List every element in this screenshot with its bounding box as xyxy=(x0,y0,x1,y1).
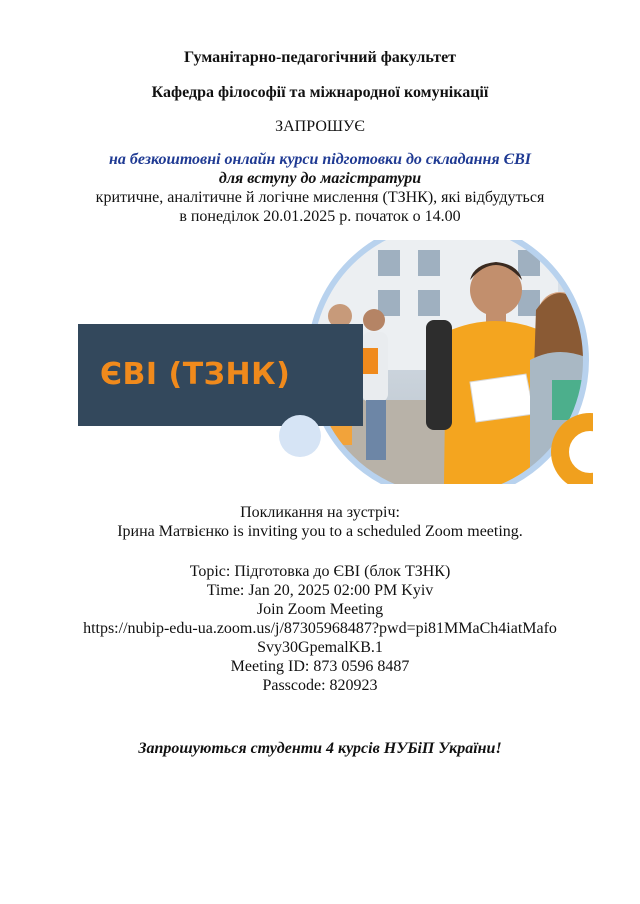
zoom-inviting-text: Ірина Матвієнко is inviting you to a scheduled Zoom meeting. xyxy=(117,523,523,540)
department-heading: Кафедра філософії та міжнародної комунікації xyxy=(151,84,489,101)
course-title-line-2: для вступу до магістратури xyxy=(218,170,422,187)
join-zoom-label: Join Zoom Meeting xyxy=(256,601,384,618)
meeting-topic: Topic: Підготовка до ЄВІ (блок ТЗНК) xyxy=(189,563,451,580)
invites-heading: ЗАПРОШУЄ xyxy=(275,118,365,135)
zoom-link-line-1[interactable]: https://nubip-edu-ua.zoom.us/j/87305968487?pwd=pi81MMaCh4iatMafo xyxy=(83,620,557,637)
footer-note: Запрошуються студенти 4 курсів НУБіП України! xyxy=(138,740,502,757)
course-description: критичне, аналітичне й логічне мислення (ТЗНК), які відбудуться xyxy=(95,189,545,206)
orange-ring-decoration xyxy=(560,422,593,482)
meeting-passcode: Passcode: 820923 xyxy=(262,677,378,694)
meeting-id: Meeting ID: 873 0596 8487 xyxy=(230,658,410,675)
banner-title: ЄВІ (ТЗНК) xyxy=(100,357,291,392)
course-date: в понеділок 20.01.2025 р. початок о 14.00 xyxy=(179,208,461,225)
zoom-link-line-2[interactable]: Svy30GpemalKB.1 xyxy=(257,639,383,656)
meeting-time: Time: Jan 20, 2025 02:00 PM Kyiv xyxy=(206,582,434,599)
light-circle-decoration xyxy=(279,415,321,457)
course-title-line-1: на безкоштовні онлайн курси підготовки до складання ЄВІ xyxy=(108,151,532,168)
course-banner xyxy=(78,240,593,484)
invite-label: Покликання на зустріч: xyxy=(240,504,400,521)
faculty-heading: Гуманітарно-педагогічний факультет xyxy=(183,49,457,66)
